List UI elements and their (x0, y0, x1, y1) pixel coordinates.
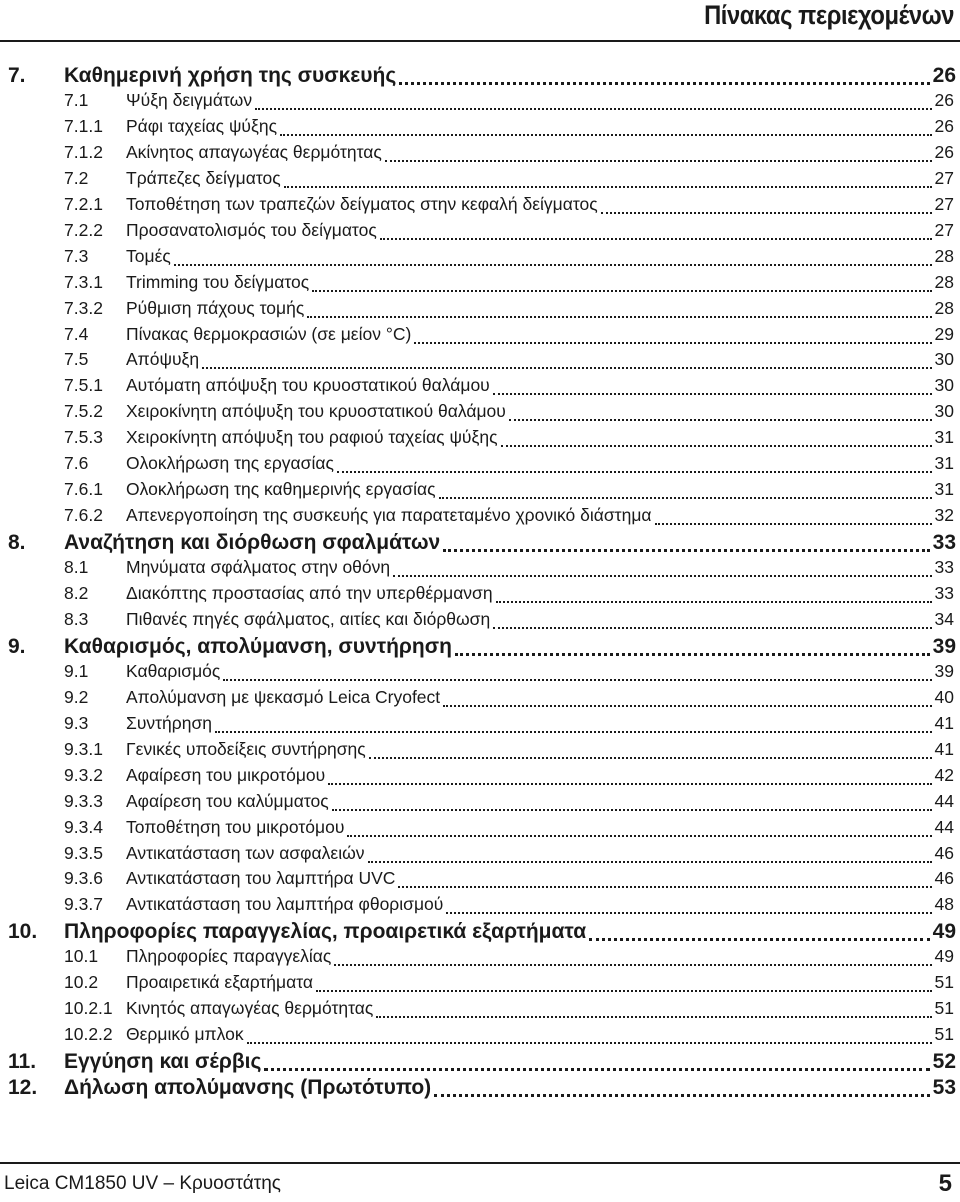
toc-section-entry[interactable] (64, 90, 954, 116)
toc-dot-leader (455, 653, 930, 656)
toc-entry-number: 7.1.1 (64, 115, 103, 136)
toc-section-entry[interactable] (64, 739, 954, 765)
toc-entry-title: Ολοκλήρωση της εργασίας (126, 453, 334, 474)
toc-entry-title: Καθαρισμός, απολύμανση, συντήρηση (64, 634, 452, 658)
header-divider (0, 40, 960, 42)
toc-entry-page: 44 (934, 816, 954, 837)
toc-entry-number: 8.2 (64, 583, 89, 603)
toc-chapter-entry[interactable] (8, 1076, 956, 1102)
toc-entry-number: 7.5.3 (64, 427, 103, 448)
toc-entry-number: 9.2 (64, 686, 89, 707)
toc-section-entry[interactable] (64, 349, 954, 375)
toc-entry-title: Αφαίρεση του μικροτόμου (126, 764, 326, 785)
toc-dot-leader (393, 575, 931, 577)
toc-entry-page: 51 (934, 1024, 954, 1045)
toc-dot-leader (439, 497, 932, 499)
toc-entry-page: 30 (934, 349, 954, 370)
toc-entry-number: 7.3 (64, 245, 89, 266)
toc-section-entry[interactable] (64, 557, 954, 583)
toc-dot-leader (385, 160, 932, 162)
toc-entry-title: Δήλωση απολύμανσης (Πρωτότυπο) (64, 1076, 432, 1100)
toc-dot-leader (202, 367, 931, 369)
toc-section-entry[interactable] (64, 246, 954, 272)
toc-entry-page: 30 (934, 375, 954, 396)
toc-entry-page: 27 (934, 219, 954, 240)
toc-chapter-entry[interactable] (8, 920, 956, 946)
toc-entry-page: 33 (934, 557, 954, 578)
toc-entry-title: Κινητός απαγωγέας θερμότητας (126, 998, 374, 1019)
toc-entry-title: Διακόπτης προστασίας από την υπερθέρμανση (126, 583, 493, 603)
page-title: Πίνακας περιεχομένων (704, 0, 954, 30)
toc-entry-title: Συντήρηση (126, 712, 213, 733)
toc-dot-leader (380, 238, 932, 240)
toc-dot-leader (496, 601, 932, 603)
toc-dot-leader (399, 82, 929, 85)
toc-dot-leader (247, 1042, 932, 1044)
toc-dot-leader (284, 186, 932, 188)
toc-entry-page: 44 (934, 790, 954, 811)
toc-entry-number: 10.2.2 (64, 1024, 113, 1045)
toc-dot-leader (280, 134, 932, 136)
toc-entry-number: 9.3 (64, 712, 89, 733)
toc-entry-page: 26 (934, 115, 954, 136)
toc-section-entry[interactable] (64, 713, 954, 739)
toc-dot-leader (493, 627, 931, 629)
toc-entry-number: 7.2 (64, 167, 89, 188)
toc-entry-title: Αντικατάσταση του λαμπτήρα UVC (126, 868, 396, 889)
toc-entry-page: 33 (934, 583, 954, 603)
toc-entry-page: 28 (934, 245, 954, 266)
toc-section-entry[interactable] (64, 894, 954, 920)
toc-section-entry[interactable] (64, 998, 954, 1024)
toc-section-entry[interactable] (64, 401, 954, 427)
toc-entry-page: 30 (934, 401, 954, 422)
toc-entry-title: Ολοκλήρωση της καθημερινής εργασίας (126, 479, 436, 500)
toc-entry-title: Trimming του δείγματος (126, 271, 310, 292)
toc-entry-title: Τράπεζες δείγματος (126, 167, 281, 188)
toc-section-entry[interactable] (64, 142, 954, 168)
toc-entry-number: 7.5.2 (64, 401, 103, 422)
toc-entry-page: 33 (932, 531, 956, 555)
toc-dot-leader (509, 419, 932, 421)
toc-dot-leader (174, 264, 932, 266)
toc-entry-page: 48 (934, 894, 954, 915)
toc-entry-title: Ρύθμιση πάχους τομής (126, 297, 305, 318)
toc-entry-title: Αντικατάσταση των ασφαλειών (126, 842, 365, 863)
toc-entry-title: Απενεργοποίηση της συσκευής για παρατεταμένο χρονικό διάστημα (126, 505, 652, 526)
toc-entry-title: Πιθανές πηγές σφάλματος, αιτίες και διόρθωση (126, 608, 491, 629)
toc-dot-leader (493, 393, 932, 395)
toc-entry-page: 27 (934, 193, 954, 214)
toc-entry-number: 7.6.1 (64, 479, 103, 500)
toc-entry-number: 9.3.1 (64, 738, 103, 759)
toc-section-entry[interactable] (64, 583, 954, 609)
toc-dot-leader (347, 835, 931, 837)
toc-dot-leader (264, 1068, 929, 1071)
toc-dot-leader (443, 549, 929, 552)
toc-entry-title: Ακίνητος απαγωγέας θερμότητας (126, 141, 382, 162)
toc-entry-number: 7.2.2 (64, 219, 103, 240)
footer-page-number: 5 (938, 1170, 952, 1197)
toc-dot-leader (655, 523, 932, 525)
toc-entry-page: 39 (932, 634, 956, 658)
toc-entry-number: 7.1 (64, 89, 89, 110)
toc-dot-leader (369, 757, 932, 759)
toc-entry-number: 11. (8, 1050, 37, 1074)
toc-chapter-entry[interactable] (8, 1050, 956, 1076)
toc-dot-leader (501, 445, 932, 447)
toc-entry-number: 7.6.2 (64, 505, 103, 526)
toc-entry-page: 53 (932, 1076, 956, 1100)
toc-section-entry[interactable] (64, 972, 954, 998)
toc-entry-title: Χειροκίνητη απόψυξη του κρυοστατικού θαλάμου (126, 401, 506, 422)
toc-entry-number: 8.3 (64, 608, 89, 629)
toc-entry-page: 32 (934, 505, 954, 526)
toc-entry-page: 41 (934, 738, 954, 759)
toc-entry-page: 42 (934, 764, 954, 785)
toc-entry-title: Αφαίρεση του καλύμματος (126, 790, 329, 811)
toc-entry-title: Ράφι ταχείας ψύξης (126, 115, 278, 136)
footer-divider (0, 1162, 960, 1164)
toc-section-entry[interactable] (64, 453, 954, 479)
toc-entry-page: 28 (934, 271, 954, 292)
toc-entry-number: 8. (8, 531, 26, 555)
toc-entry-page: 34 (934, 608, 954, 629)
toc-entry-number: 7.5 (64, 349, 89, 370)
toc-dot-leader (376, 1016, 931, 1018)
toc-entry-title: Αντικατάσταση του λαμπτήρα φθορισμού (126, 894, 444, 915)
toc-section-entry[interactable] (64, 661, 954, 687)
toc-entry-number: 7. (8, 64, 26, 87)
footer-product-name: Leica CM1850 UV – Κρυοστάτης (4, 1173, 281, 1194)
toc-entry-page: 28 (934, 297, 954, 318)
toc-entry-number: 9.3.6 (64, 868, 103, 889)
toc-entry-page: 31 (934, 453, 954, 474)
toc-dot-leader (337, 471, 932, 473)
toc-entry-page: 39 (934, 660, 954, 681)
toc-entry-page: 31 (934, 479, 954, 500)
toc-dot-leader (589, 938, 930, 941)
toc-entry-page: 27 (934, 167, 954, 188)
toc-dot-leader (312, 290, 931, 292)
toc-entry-page: 26 (934, 89, 954, 110)
toc-section-entry[interactable] (64, 687, 954, 713)
toc-section-entry[interactable] (64, 220, 954, 246)
toc-entry-number: 9.3.3 (64, 790, 103, 811)
toc-entry-number: 9.3.2 (64, 764, 103, 785)
toc-section-entry[interactable] (64, 765, 954, 791)
toc-entry-title: Τομές (126, 245, 171, 266)
toc-entry-page: 46 (934, 842, 954, 863)
toc-dot-leader (414, 342, 931, 344)
toc-entry-number: 7.3.2 (64, 297, 103, 318)
toc-section-entry[interactable] (64, 868, 954, 894)
toc-entry-title: Προσανατολισμός του δείγματος (126, 219, 377, 240)
toc-dot-leader (215, 731, 932, 733)
toc-dot-leader (601, 212, 932, 214)
toc-entry-number: 9.1 (64, 660, 89, 681)
toc-entry-title: Απολύμανση με ψεκασμό Leica Cryofect (126, 686, 441, 707)
toc-entry-title: Απόψυξη (126, 349, 200, 370)
toc-entry-title: Μηνύματα σφάλματος στην οθόνη (126, 557, 391, 578)
toc-section-entry[interactable] (64, 116, 954, 142)
toc-entry-number: 7.3.1 (64, 271, 103, 292)
toc-entry-number: 9.3.5 (64, 842, 103, 863)
toc-dot-leader (316, 990, 932, 992)
toc-entry-title: Χειροκίνητη απόψυξη του ραφιού ταχείας ψύξης (126, 427, 498, 448)
toc-entry-number: 8.1 (64, 557, 89, 578)
toc-section-entry[interactable] (64, 479, 954, 505)
toc-entry-number: 10.1 (64, 946, 99, 967)
toc-entry-page: 51 (934, 998, 954, 1019)
toc-entry-title: Καθημερινή χρήση της συσκευής (64, 64, 397, 87)
toc-entry-title: Τοποθέτηση των τραπεζών δείγματος στην κεφαλή δείγματος (126, 193, 598, 214)
toc-section-entry[interactable] (64, 946, 954, 972)
toc-section-entry[interactable] (64, 843, 954, 869)
toc-entry-number: 9. (8, 634, 26, 658)
toc-section-entry[interactable] (64, 791, 954, 817)
toc-entry-page: 41 (934, 712, 954, 733)
toc-section-entry[interactable] (64, 1024, 954, 1050)
toc-entry-title: Ψύξη δειγμάτων (126, 89, 253, 110)
toc-entry-page: 26 (932, 64, 956, 87)
toc-dot-leader (255, 108, 931, 110)
toc-entry-page: 49 (932, 920, 956, 944)
toc-dot-leader (328, 783, 931, 785)
toc-entry-page: 52 (932, 1050, 956, 1074)
toc-dot-leader (334, 964, 931, 966)
toc-section-entry[interactable] (64, 272, 954, 298)
toc-entry-title: Θερμικό μπλοκ (126, 1024, 244, 1045)
toc-entry-number: 7.1.2 (64, 141, 103, 162)
toc-section-entry[interactable] (64, 609, 954, 635)
toc-section-entry[interactable] (64, 375, 954, 401)
toc-section-entry[interactable] (64, 817, 954, 843)
toc-entry-page: 49 (934, 946, 954, 967)
toc-dot-leader (443, 705, 931, 707)
toc-chapter-entry[interactable] (8, 64, 956, 90)
toc-entry-number: 12. (8, 1076, 38, 1100)
toc-entry-page: 51 (934, 972, 954, 993)
toc-entry-page: 29 (934, 323, 954, 344)
toc-section-entry[interactable] (64, 505, 954, 531)
toc-entry-page: 26 (934, 141, 954, 162)
toc-entry-title: Πληροφορίες παραγγελίας, προαιρετικά εξαρτήματα (64, 920, 587, 944)
toc-entry-title: Αναζήτηση και διόρθωση σφαλμάτων (64, 531, 441, 555)
toc-entry-title: Πίνακας θερμοκρασιών (σε μείον °C) (126, 323, 412, 344)
toc-entry-number: 7.4 (64, 323, 89, 344)
toc-section-entry[interactable] (64, 298, 954, 324)
toc-dot-leader (446, 912, 931, 914)
toc-dot-leader (332, 809, 932, 811)
toc-entry-number: 10.2.1 (64, 998, 113, 1019)
toc-entry-title: Τοποθέτηση του μικροτόμου (126, 816, 345, 837)
toc-entry-page: 46 (934, 868, 954, 889)
toc-chapter-entry[interactable] (8, 531, 956, 557)
toc-section-entry[interactable] (64, 324, 954, 350)
toc-section-entry[interactable] (64, 194, 954, 220)
toc-entry-number: 7.5.1 (64, 375, 103, 396)
toc-chapter-entry[interactable] (8, 635, 956, 661)
toc-section-entry[interactable] (64, 168, 954, 194)
toc-entry-number: 9.3.7 (64, 894, 103, 915)
toc-dot-leader (223, 679, 931, 681)
toc-entry-number: 10.2 (64, 972, 99, 993)
toc-entry-title: Εγγύηση και σέρβις (64, 1050, 262, 1074)
toc-entry-page: 31 (934, 427, 954, 448)
toc-entry-number: 9.3.4 (64, 816, 103, 837)
toc-entry-title: Αυτόματη απόψυξη του κρυοστατικού θαλάμου (126, 375, 490, 396)
toc-entry-number: 10. (8, 920, 38, 944)
toc-entry-title: Προαιρετικά εξαρτήματα (126, 972, 314, 993)
toc-entry-title: Γενικές υποδείξεις συντήρησης (126, 738, 366, 759)
toc-dot-leader (434, 1094, 929, 1097)
toc-entry-number: 7.6 (64, 453, 89, 474)
toc-section-entry[interactable] (64, 427, 954, 453)
toc-dot-leader (307, 316, 931, 318)
toc-dot-leader (368, 861, 932, 863)
toc-entry-number: 7.2.1 (64, 193, 103, 214)
toc-dot-leader (398, 886, 931, 888)
toc-entry-title: Καθαρισμός (126, 660, 221, 681)
toc-entry-title: Πληροφορίες παραγγελίας (126, 946, 332, 967)
toc-entry-page: 40 (934, 686, 954, 707)
